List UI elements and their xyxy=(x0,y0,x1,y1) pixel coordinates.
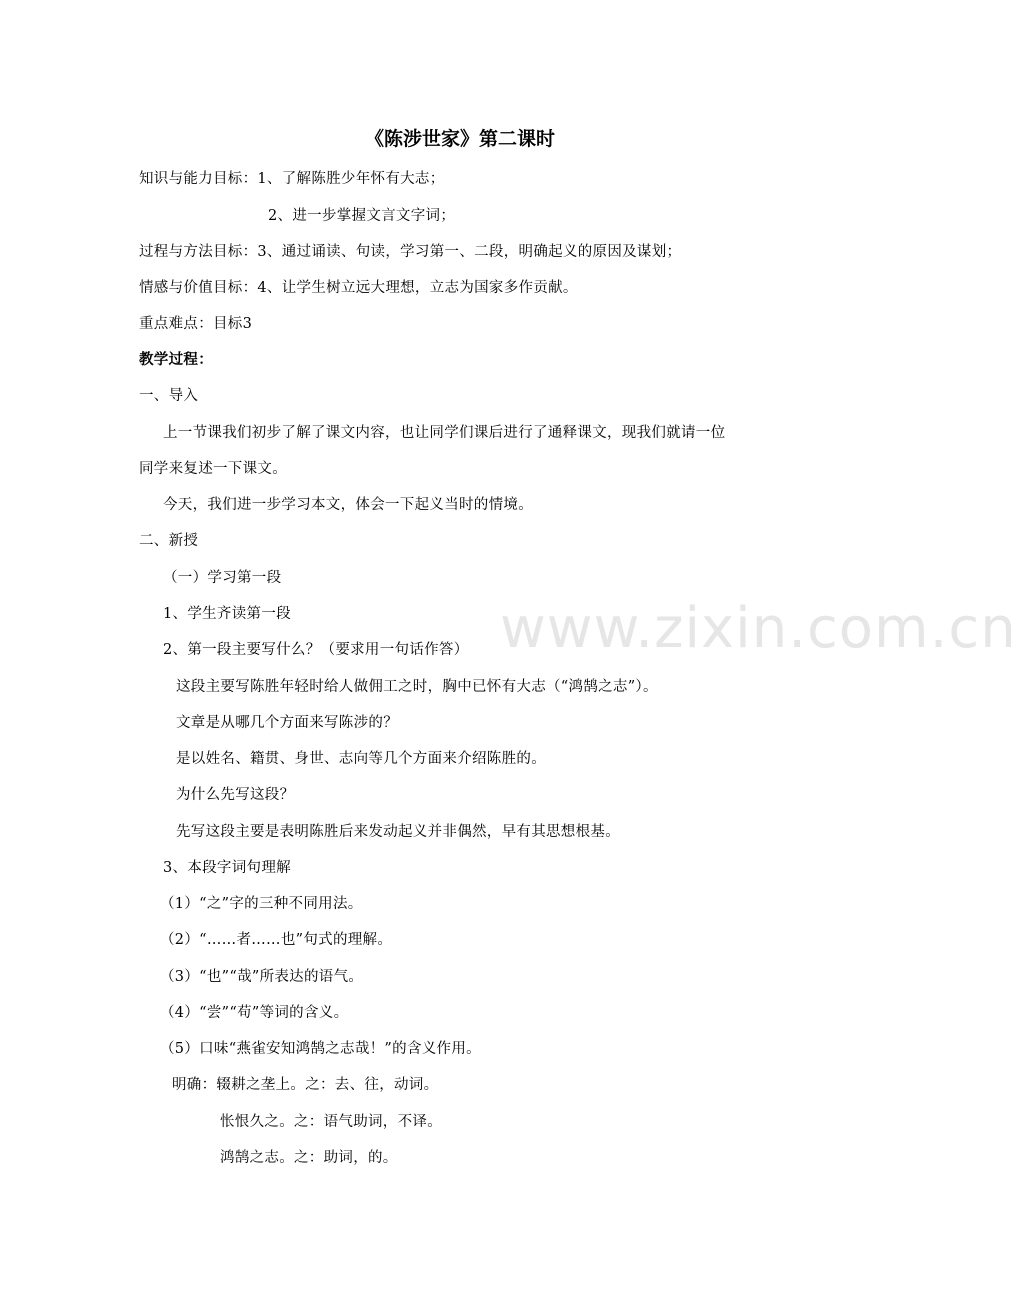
item-2: （2）“……者……也”句式的理解。 xyxy=(160,932,393,948)
clarify-2: 怅恨久之。之：语气助词，不译。 xyxy=(220,1114,442,1130)
key-difficulty: 重点难点：目标3 xyxy=(139,316,253,332)
clarify-3: 鸿鹄之志。之：助词，的。 xyxy=(220,1150,398,1166)
answer-aspects: 是以姓名、籍贯、身世、志向等几个方面来介绍陈胜的。 xyxy=(176,751,546,767)
question-why-first: 为什么先写这段？ xyxy=(176,787,295,803)
section-heading-intro: 一、导入 xyxy=(139,388,199,404)
section-heading-new-lesson: 二、新授 xyxy=(139,533,199,549)
item-1: （1）“之”字的三种不同用法。 xyxy=(160,896,363,912)
document-title: 《陈涉世家》第二课时 xyxy=(364,128,555,150)
paragraph-intro-line-1: 上一节课我们初步了解了课文内容，也让同学们课后进行了通释课文，现我们就请一位 xyxy=(163,425,726,441)
paragraph-intro-line-2: 同学来复述一下课文。 xyxy=(139,461,287,477)
objective-knowledge-2: 2、进一步掌握文言文字词； xyxy=(268,208,456,224)
clarify-1: 明确：辍耕之垄上。之：去、往，动词。 xyxy=(172,1077,439,1093)
step-3: 3、本段字词句理解 xyxy=(163,860,291,876)
objective-knowledge: 知识与能力目标：1、了解陈胜少年怀有大志； xyxy=(139,171,445,187)
section-heading-teaching-process: 教学过程： xyxy=(139,352,213,368)
objective-emotion: 情感与价值目标：4、让学生树立远大理想，立志为国家多作贡献。 xyxy=(139,280,578,296)
watermark: www.zixin.com.cn xyxy=(500,596,1017,661)
subsection-first-paragraph: （一）学习第一段 xyxy=(163,570,282,586)
question-aspects: 文章是从哪几个方面来写陈涉的？ xyxy=(176,715,398,731)
objective-process: 过程与方法目标：3、通过诵读、句读，学习第一、二段，明确起义的原因及谋划； xyxy=(139,244,682,260)
answer-main-idea: 这段主要写陈胜年轻时给人做佣工之时，胸中已怀有大志（“鸿鹄之志”）。 xyxy=(176,679,658,695)
item-3: （3）“也”“哉”所表达的语气。 xyxy=(160,969,364,985)
step-2: 2、第一段主要写什么？（要求用一句话作答） xyxy=(163,642,469,658)
paragraph-today: 今天，我们进一步学习本文，体会一下起义当时的情境。 xyxy=(163,497,533,513)
item-4: （4）“尝”“苟”等词的含义。 xyxy=(160,1005,349,1021)
item-5: （5）口味“燕雀安知鸿鹄之志哉！”的含义作用。 xyxy=(160,1041,481,1057)
answer-why-first: 先写这段主要是表明陈胜后来发动起义并非偶然，早有其思想根基。 xyxy=(176,824,620,840)
step-1: 1、学生齐读第一段 xyxy=(163,606,291,622)
